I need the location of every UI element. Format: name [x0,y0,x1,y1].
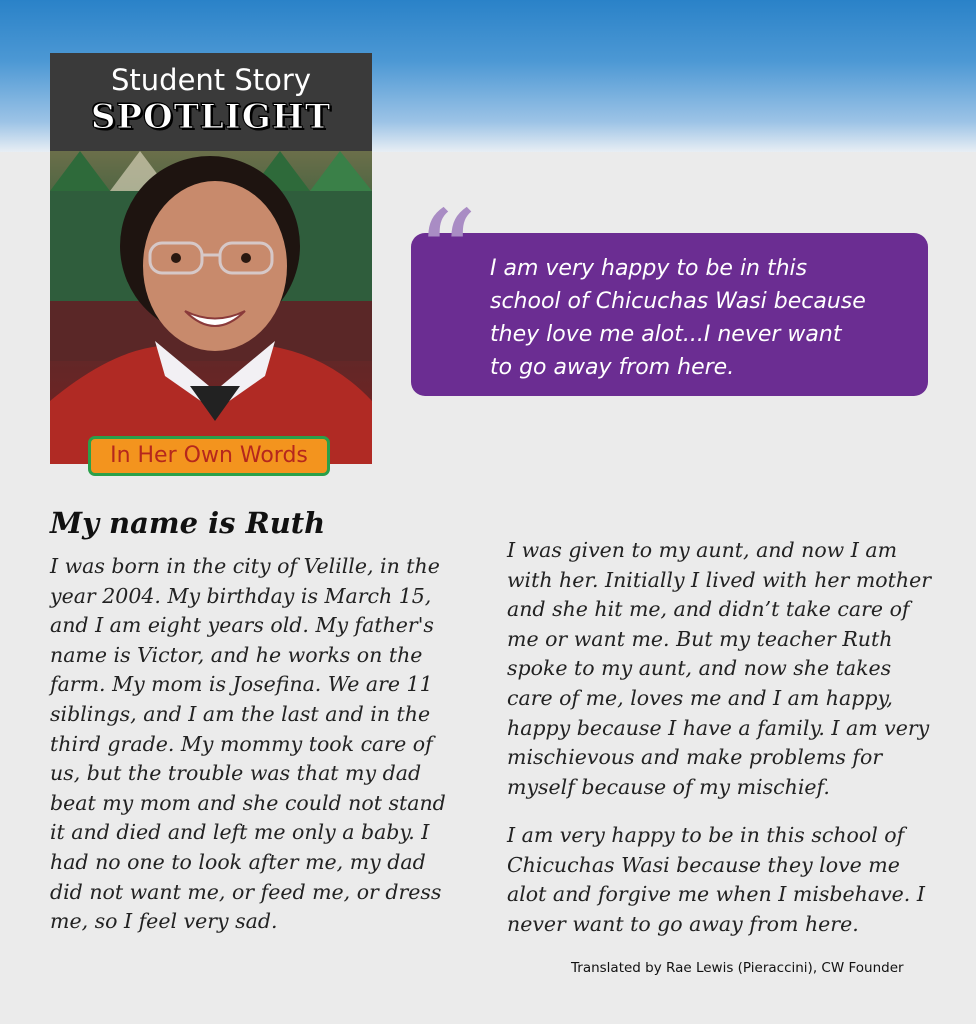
story-right-column-paragraph-2: I am very happy to be in this school of Chicuchas Wasi because they love me alot and forgive me when I misbehave. I never want to go away from here. [507,823,925,936]
story-left-column: I was born in the city of Velille, in the year 2004. My birthday is March 15, and I am eight years old. My father's name is Victor, and he works on the farm. My mom is Josefina. We are 11 siblings, and I am the last and in the third grade. My mommy took care of us, but the trouble was that my dad beat my mom and she could not stand it and died and left me only a baby. I had no one to look after me, my dad did not want me, or feed me, or dress me, so I feel very sad. [50,554,446,934]
spotlight-header-line1: Student Story [111,63,311,97]
student-photo [50,151,372,464]
pull-quote-text: I am very happy to be in this school of Chicuchas Wasi because they love me alot...I never want to go away from here. [490,256,866,380]
translator-credit: Translated by Rae Lewis (Pieraccini), CW Founder [571,960,904,976]
in-her-own-words-badge: In Her Own Words [88,436,330,476]
spotlight-header [50,53,372,151]
quote-mark-icon: “ [416,186,478,325]
spotlight-header-line2: SPOTLIGHT [90,97,332,137]
student-portrait-image [50,151,372,464]
spotlight-card [50,53,372,464]
story-title: My name is Ruth [50,506,326,540]
story-right-column-paragraph-1: I was given to my aunt, and now I am with her. Initially I lived with her mother and she hit me, and didn’t take care of me or want me. But my teacher Ruth spoke to my aunt, and now she takes care of me, loves me and I am happy, happy because I have a family. I am very mischievous and make problems for myself because of my mischief. [507,538,932,799]
